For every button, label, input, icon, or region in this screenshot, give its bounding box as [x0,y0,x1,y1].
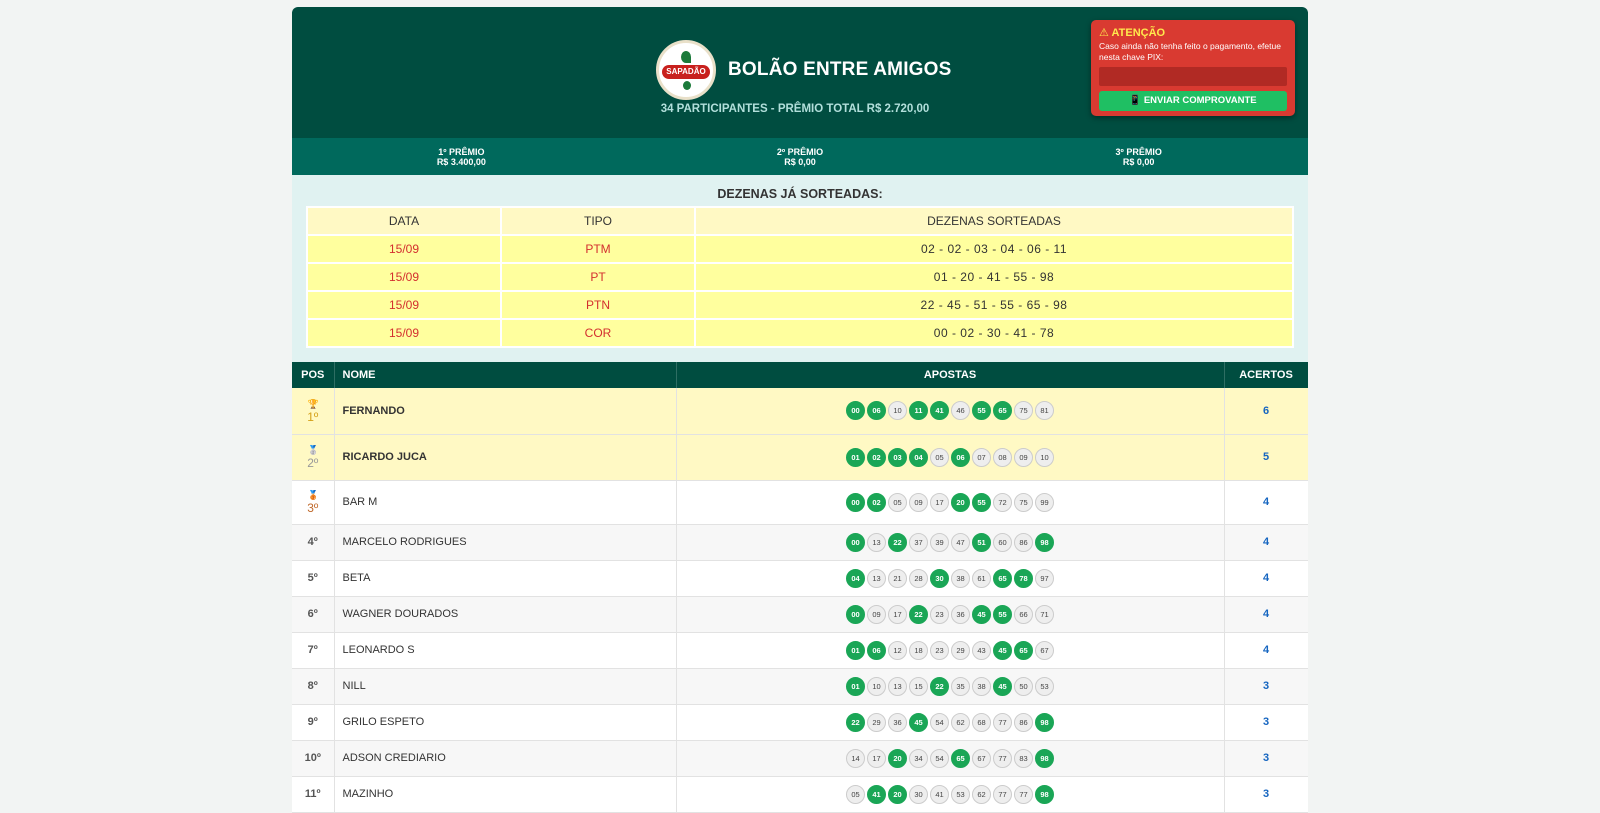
player-name: LEONARDO S [334,632,676,668]
drawn-numbers: 00 - 02 - 30 - 41 - 78 [695,319,1293,347]
bet-number: 36 [951,605,970,624]
bet-number: 60 [993,533,1012,552]
hits-count: 3 [1224,776,1308,812]
bets-cell [676,596,1224,632]
bet-number: 68 [972,713,991,732]
bet-number: 07 [972,448,991,467]
drawn-row [307,263,1293,291]
prize-label: 2º PRÊMIO [776,147,824,157]
bets-cell [676,668,1224,704]
bet-number: 45 [993,641,1012,660]
bet-number: 41 [930,401,949,420]
bet-number: 01 [846,677,865,696]
bet-number: 99 [1035,493,1054,512]
bet-number: 00 [846,493,865,512]
prize-value: R$ 0,00 [784,157,816,167]
bet-number: 62 [972,785,991,804]
prize-value: R$ 3.400,00 [436,157,486,167]
alert-title: ⚠ ATENÇÃO [1099,27,1166,39]
bet-number: 98 [1035,785,1054,804]
drawn-row [307,319,1293,347]
pos-cell [292,668,334,704]
hits-count: 4 [1224,524,1308,560]
hits-count: 3 [1224,704,1308,740]
pos-cell [292,434,334,480]
ranking-row [292,776,1308,812]
player-name: WAGNER DOURADOS [334,596,676,632]
payment-alert [1091,20,1295,116]
bet-number: 15 [909,677,928,696]
bet-number: 02 [867,493,886,512]
medal-icon: 🥈 [307,445,319,455]
drawn-row [307,291,1293,319]
drawn-date: 15/09 [307,263,501,291]
position: 9º [307,716,318,728]
drawn-date: 15/09 [307,319,501,347]
pos-cell [292,632,334,668]
ranking-row [292,388,1308,434]
bet-number: 00 [846,401,865,420]
ranking-row [292,524,1308,560]
drawn-type: PTN [501,291,695,319]
bet-number: 78 [1014,569,1033,588]
col-date: DATA [307,207,501,235]
bet-number: 75 [1014,493,1033,512]
position: 11º [304,788,321,800]
bet-number: 17 [888,605,907,624]
ranking-row [292,668,1308,704]
bet-number: 12 [888,641,907,660]
drawn-date: 15/09 [307,291,501,319]
position: 3º [307,501,319,515]
bet-number: 22 [909,605,928,624]
bet-number: 55 [993,605,1012,624]
pos-cell [292,560,334,596]
bet-number: 46 [951,401,970,420]
bet-number: 21 [888,569,907,588]
pos-cell [292,776,334,812]
drawn-type: PTM [501,235,695,263]
bet-number: 14 [846,749,865,768]
bet-number: 47 [951,533,970,552]
bet-number: 05 [930,448,949,467]
position: 1º [307,409,319,424]
bets-cell [676,740,1224,776]
medal-icon: 🏆 [307,398,319,409]
bet-number: 39 [930,533,949,552]
bet-number: 04 [846,569,865,588]
bet-number: 28 [909,569,928,588]
hits-count: 3 [1224,740,1308,776]
bet-number: 45 [993,677,1012,696]
bet-number: 81 [1035,401,1054,420]
bet-number: 51 [972,533,991,552]
bet-number: 08 [993,448,1012,467]
drawn-type: COR [501,319,695,347]
page-title: BOLÃO ENTRE AMIGOS [728,59,952,80]
bet-number: 45 [909,713,928,732]
drawn-table [306,206,1294,348]
position: 5º [307,572,318,584]
bet-number: 20 [951,493,970,512]
ranking-row [292,740,1308,776]
col-numbers: DEZENAS SORTEADAS [695,207,1293,235]
bet-number: 55 [972,493,991,512]
drawn-date: 15/09 [307,235,501,263]
bet-number: 18 [909,641,928,660]
bet-number: 65 [1014,641,1033,660]
pos-cell [292,388,334,434]
bet-number: 98 [1035,749,1054,768]
col-type: TIPO [501,207,695,235]
bet-number: 30 [909,785,928,804]
bet-number: 66 [1014,605,1033,624]
bet-number: 06 [951,448,970,467]
player-name: BAR M [334,480,676,524]
hits-count: 4 [1224,596,1308,632]
bet-number: 13 [867,533,886,552]
bet-number: 67 [1035,641,1054,660]
player-name: MAZINHO [334,776,676,812]
bet-number: 72 [993,493,1012,512]
bet-number: 54 [930,749,949,768]
bet-number: 67 [972,749,991,768]
bet-number: 98 [1035,713,1054,732]
bet-number: 02 [867,448,886,467]
bet-number: 35 [951,677,970,696]
drawn-title: DEZENAS JÁ SORTEADAS: [717,187,883,201]
bet-number: 01 [846,448,865,467]
bets-cell [676,388,1224,434]
bet-number: 98 [1035,533,1054,552]
page-subtitle: 34 PARTICIPANTES - PRÊMIO TOTAL R$ 2.720,00 [660,103,930,115]
bets-cell [676,524,1224,560]
pos-cell [292,704,334,740]
bet-number: 77 [1014,785,1033,804]
ranking-row [292,704,1308,740]
ranking-row [292,632,1308,668]
position: 4º [307,536,318,548]
bet-number: 10 [1035,448,1054,467]
col-bets: APOSTAS [676,362,1224,388]
bet-number: 00 [846,533,865,552]
col-pos: POS [292,362,334,388]
drawn-numbers: 22 - 45 - 51 - 55 - 65 - 98 [695,291,1293,319]
ranking-table [292,362,1308,813]
bets-cell [676,632,1224,668]
col-name: NOME [334,362,676,388]
drawn-row [307,235,1293,263]
drawn-type: PT [501,263,695,291]
bet-number: 65 [993,401,1012,420]
bet-number: 06 [867,641,886,660]
bet-number: 30 [930,569,949,588]
bet-number: 86 [1014,533,1033,552]
col-hits: ACERTOS [1224,362,1308,388]
bet-number: 09 [909,493,928,512]
bet-number: 41 [867,785,886,804]
bet-number: 36 [888,713,907,732]
bet-number: 13 [867,569,886,588]
bet-number: 50 [1014,677,1033,696]
bet-number: 20 [888,785,907,804]
hits-count: 5 [1224,434,1308,480]
player-name: ADSON CREDIARIO [334,740,676,776]
bet-number: 45 [972,605,991,624]
prize-second [631,138,970,175]
bet-number: 65 [993,569,1012,588]
logo-leaf-icon [681,51,691,63]
bet-number: 77 [993,785,1012,804]
prize-bar [292,138,1308,175]
logo-berry-icon [683,81,691,90]
bet-number: 38 [972,677,991,696]
bet-number: 23 [930,605,949,624]
bet-number: 97 [1035,569,1054,588]
drawn-numbers: 02 - 02 - 03 - 04 - 06 - 11 [695,235,1293,263]
bet-number: 65 [951,749,970,768]
bets-cell [676,704,1224,740]
bet-number: 34 [909,749,928,768]
bet-number: 61 [972,569,991,588]
pos-cell [292,740,334,776]
bet-number: 00 [846,605,865,624]
bet-number: 23 [930,641,949,660]
prize-label: 1º PRÊMIO [438,147,485,157]
prize-third [969,138,1308,175]
bet-number: 04 [909,448,928,467]
bet-number: 11 [909,401,928,420]
bet-number: 86 [1014,713,1033,732]
drawn-numbers-section [292,175,1308,362]
bet-number: 29 [951,641,970,660]
pos-cell [292,596,334,632]
bet-number: 83 [1014,749,1033,768]
bet-number: 54 [930,713,949,732]
medal-icon: 🥉 [307,490,319,500]
bet-number: 05 [888,493,907,512]
bet-number: 53 [1035,677,1054,696]
bets-cell [676,434,1224,480]
player-name: FERNANDO [334,388,676,434]
bet-number: 43 [972,641,991,660]
bets-cell [676,480,1224,524]
ranking-row [292,480,1308,524]
player-name: GRILO ESPETO [334,704,676,740]
position: 8º [307,680,318,692]
bet-number: 06 [867,401,886,420]
position: 6º [307,608,318,620]
hits-count: 6 [1224,388,1308,434]
bet-number: 77 [993,749,1012,768]
player-name: BETA [334,560,676,596]
position: 2º [307,456,319,470]
bet-number: 13 [888,677,907,696]
bet-number: 37 [909,533,928,552]
bet-number: 22 [930,677,949,696]
position: 7º [307,644,318,656]
prize-value: R$ 0,00 [1122,157,1155,167]
bet-number: 05 [846,785,865,804]
bet-number: 22 [888,533,907,552]
logo [656,40,716,100]
bet-number: 77 [993,713,1012,732]
ranking-row [292,434,1308,480]
player-name: MARCELO RODRIGUES [334,524,676,560]
bet-number: 10 [867,677,886,696]
bet-number: 71 [1035,605,1054,624]
hits-count: 4 [1224,480,1308,524]
hits-count: 4 [1224,560,1308,596]
pos-cell [292,524,334,560]
bet-number: 17 [930,493,949,512]
bet-number: 29 [867,713,886,732]
bet-number: 03 [888,448,907,467]
pix-key-field[interactable] [1099,67,1287,86]
logo-text: SAPADÃO [662,65,710,79]
player-name: NILL [334,668,676,704]
bets-cell [676,560,1224,596]
drawn-numbers: 01 - 20 - 41 - 55 - 98 [695,263,1293,291]
bet-number: 55 [972,401,991,420]
bet-number: 20 [888,749,907,768]
bet-number: 75 [1014,401,1033,420]
bet-number: 09 [867,605,886,624]
bet-number: 10 [888,401,907,420]
pos-cell [292,480,334,524]
player-name: RICARDO JUCA [334,434,676,480]
bet-number: 01 [846,641,865,660]
bet-number: 09 [1014,448,1033,467]
bet-number: 22 [846,713,865,732]
send-receipt-button[interactable]: 📱 ENVIAR COMPROVANTE [1099,91,1287,111]
position: 10º [304,752,321,764]
header [292,7,1308,138]
alert-text: Caso ainda não tenha feito o pagamento, efetue nesta chave PIX: [1099,41,1281,62]
page-container [292,7,1308,813]
bet-number: 38 [951,569,970,588]
hits-count: 4 [1224,632,1308,668]
ranking-row [292,596,1308,632]
hits-count: 3 [1224,668,1308,704]
bet-number: 53 [951,785,970,804]
bet-number: 62 [951,713,970,732]
bet-number: 17 [867,749,886,768]
bet-number: 41 [930,785,949,804]
prize-label: 3º PRÊMIO [1115,147,1162,157]
bets-cell [676,776,1224,812]
prize-first [292,138,631,175]
ranking-row [292,560,1308,596]
